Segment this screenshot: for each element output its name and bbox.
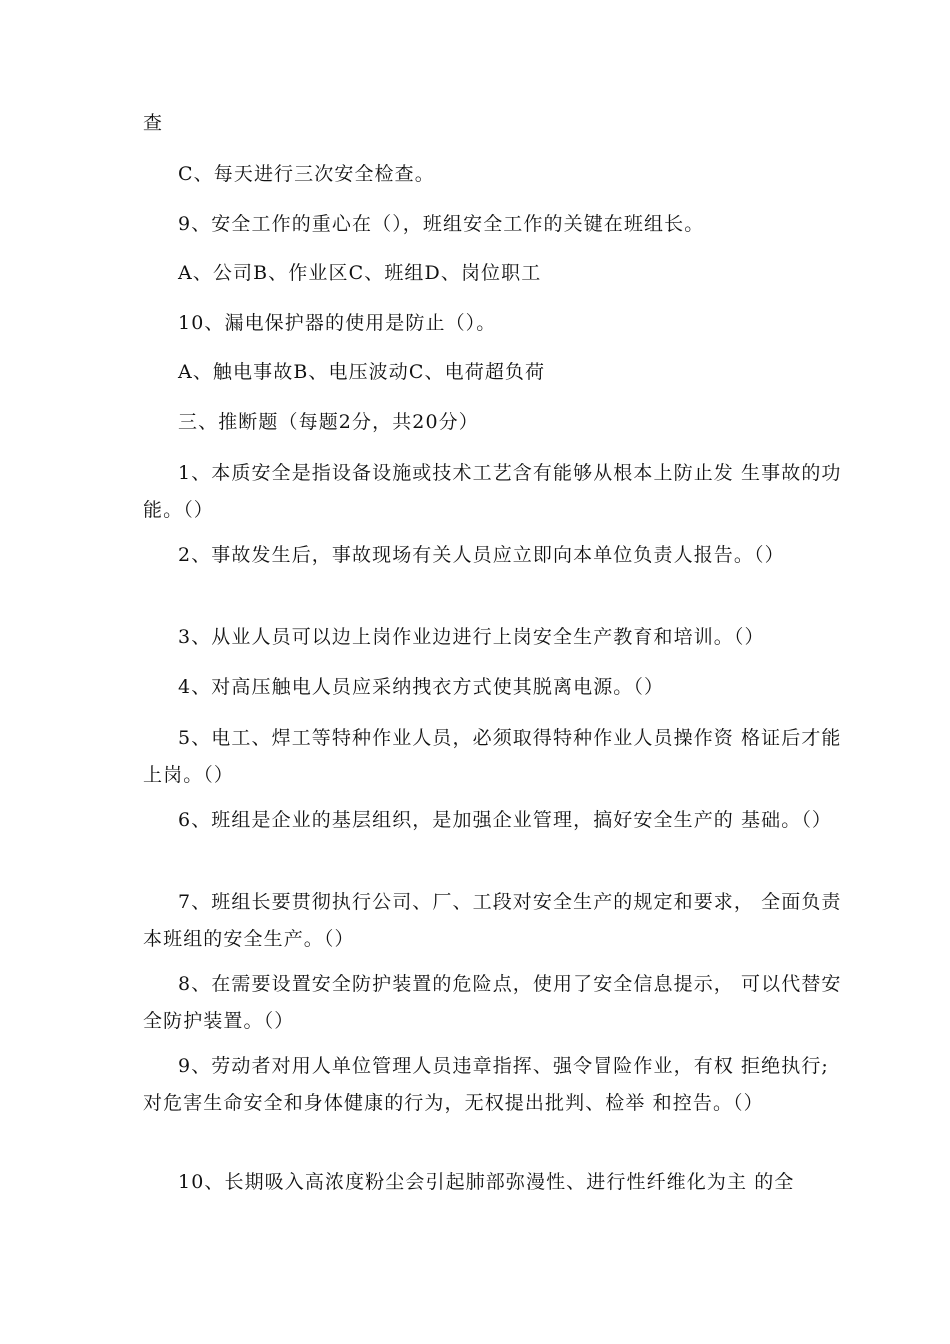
judgment-item-7: 7、班组长要贯彻执行公司、厂、工段对安全生产的规定和要求， 全面负责本班组的安全生产。（） [143, 891, 842, 950]
judgment-item-6: 6、班组是企业的基层组织，是加强企业管理，搞好安全生产的 基础。（） [178, 809, 833, 831]
judgment-item-2: 2、事故发生后，事故现场有关人员应立即向本单位负责人报告。（） [178, 544, 785, 566]
section-heading: 三、推断题（每题2分，共20分） [178, 411, 479, 433]
judgment-item-9: 9、劳动者对用人单位管理人员违章指挥、强令冒险作业，有权 拒绝执行;对危害生命安全和身体健康的行为，无权提出批判、检举 和控告。（） [143, 1055, 829, 1114]
judgment-item-10: 10、长期吸入高浓度粉尘会引起肺部弥漫性、进行性纤维化为主 的全 [178, 1171, 795, 1193]
judgment-item-3: 3、从业人员可以边上岗作业边进行上岗安全生产教育和培训。（） [178, 626, 765, 648]
judgment-item-5: 5、电工、焊工等特种作业人员，必须取得特种作业人员操作资 格证后才能上岗。（） [143, 727, 842, 786]
judgment-item-1: 1、本质安全是指设备设施或技术工艺含有能够从根本上防止发 生事故的功能。（） [143, 462, 842, 521]
question-9: 9、安全工作的重心在（），班组安全工作的关键在班组长。 [178, 213, 705, 235]
judgment-item-4: 4、对高压触电人员应采纳拽衣方式使其脱离电源。（） [178, 676, 665, 698]
option-c-line: C、每天进行三次安全检查。 [178, 163, 435, 185]
question-10: 10、漏电保护器的使用是防止（）。 [178, 312, 497, 334]
question-9-options: A、公司B、作业区C、班组D、岗位职工 [178, 262, 542, 284]
judgment-item-8: 8、在需要设置安全防护装置的危险点，使用了安全信息提示， 可以代替安全防护装置。（） [143, 973, 842, 1032]
question-10-options: A、触电事故B、电压波动C、电荷超负荷 [178, 361, 546, 383]
text-line-cont: 查 [143, 112, 164, 134]
